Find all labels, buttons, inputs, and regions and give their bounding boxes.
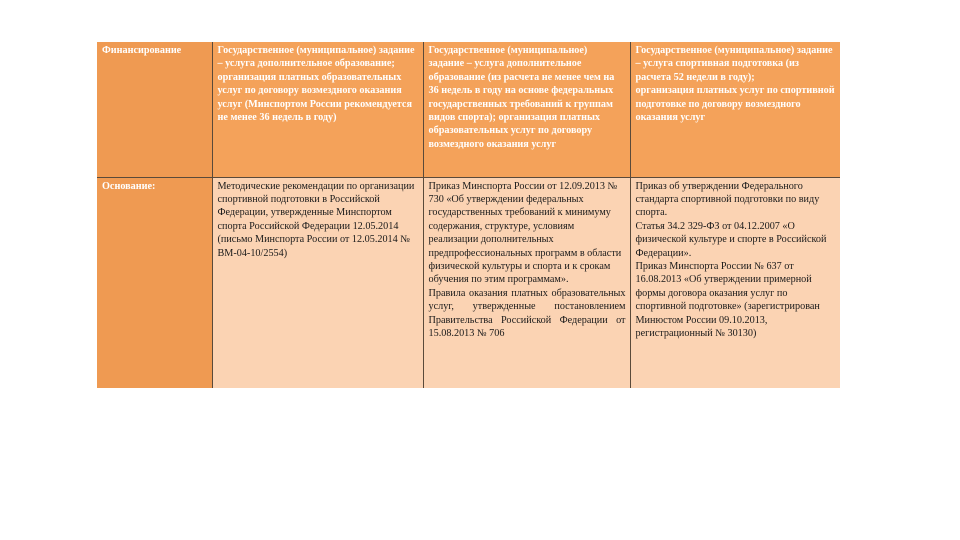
financing-row [97, 42, 840, 177]
basis-col-3-order: Приказ об утверждении Федерального стандарта спортивной подготовки по виду спорта. [635, 180, 820, 219]
basis-label: Основание: [97, 177, 212, 388]
financing-col-1: Государственное (муниципальное) задание – услуга дополнительное образование; организация платных образовательных услуг по договору возмездного оказания услуг (Минспортом России рекомендуется не менее 36 недель в году) [212, 42, 423, 177]
basis-col-3-law: Статья 34.2 329-ФЗ от 04.12.2007 «О физической культуре и спорте в Российской Федерации». [635, 220, 827, 259]
info-table [97, 42, 840, 388]
basis-col-2-rules: Правила оказания платных образовательных услуг, утвержденные постановлением Правительства Российской Федерации от 15.08.2013 № 706 [428, 287, 626, 340]
basis-col-2 [423, 177, 630, 388]
basis-col-3-order-637: Приказ Минспорта России № 637 от 16.08.2013 «Об утверждении примерной формы договора оказания услуг по спортивной подготовке» (зарегистрирован Минюстом России 09.10.2013, регистрационный № 30130) [635, 260, 820, 340]
financing-label: Финансирование [97, 42, 212, 177]
basis-row [97, 177, 840, 388]
financing-col-3-part-1: Государственное (муниципальное) задание – услуга спортивная подготовка (из расчета 52 недели в году); [635, 45, 833, 83]
basis-col-2-order: Приказ Минспорта России от 12.09.2013 № 730 «Об утверждении федеральных государственных требований к минимуму содержания, структуре, условиям реализации дополнительных предпрофессиональных программ в области физической культуры и спорта и к срокам обучения по этим программам». [428, 180, 622, 286]
basis-col-3 [630, 177, 840, 388]
basis-col-1: Методические рекомендации по организации спортивной подготовки в Российской Федерации, утвержденные Минспортом спорта Российской Федерации 12.05.2014 (письмо Минспорта России от 12.05.2014 № ВМ-04-10/2554) [212, 177, 423, 388]
financing-col-2: Государственное (муниципальное) задание – услуга дополнительное образование (из расчета не менее чем на 36 недель в году на основе федеральных государственных требований к группам видов спорта); организация платных образовательных услуг по договору возмездного оказания услуг [423, 42, 630, 177]
financing-col-3 [630, 42, 840, 177]
financing-col-3-part-2: организация платных услуг по спортивной подготовке по договору возмездного оказания услуг [635, 85, 835, 124]
